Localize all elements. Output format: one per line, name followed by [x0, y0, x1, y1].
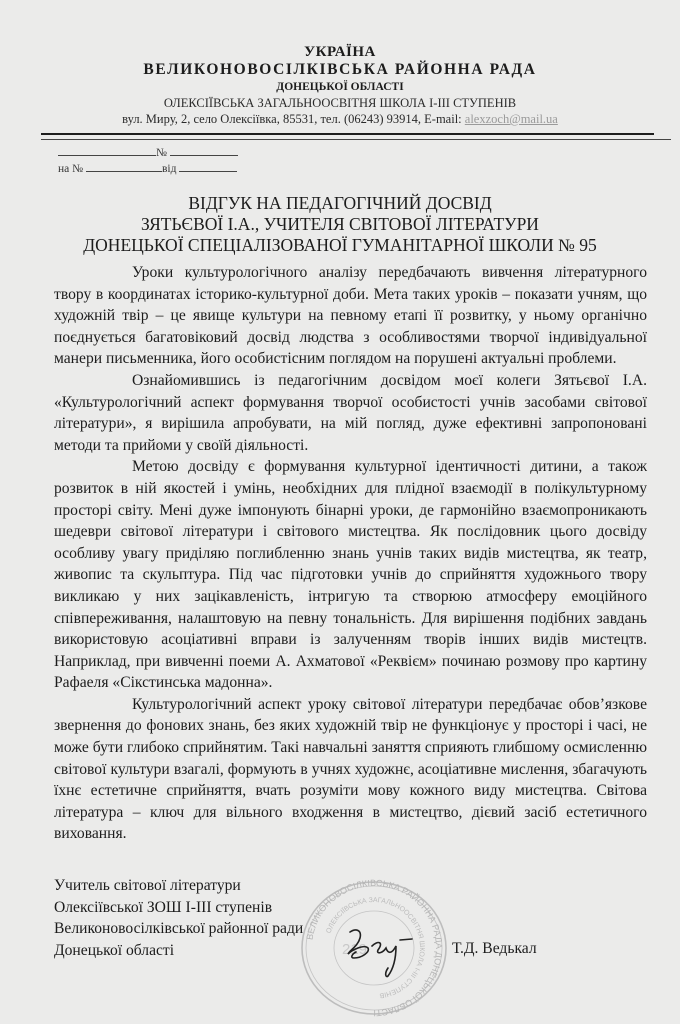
outgoing-number-field — [58, 145, 238, 159]
date-blank — [58, 145, 156, 156]
from-label: від — [161, 163, 177, 175]
handwritten-signature — [342, 920, 422, 980]
stamp-inner-text: ОЛЕКСІЇВСЬКА ЗАГАЛЬНООСВІТНЯ ШКОЛА І-ІІІ СТУПЕНІВ — [325, 896, 426, 999]
letterhead-rule-thick — [41, 133, 654, 135]
address-text: вул. Миру, 2, село Олексіївка, 85531, тел. (06243) 93914, E-mail: — [122, 112, 465, 126]
title-line-2: ЗЯТЬЄВОЇ І.А., УЧИТЕЛЯ СВІТОВОЇ ЛІТЕРАТУРИ — [141, 214, 539, 234]
signer-council: Великоновосілківської районної ради — [54, 920, 304, 938]
signer-school: Олексіївської ЗОШ І-ІІІ ступенів — [54, 898, 273, 916]
number-sign: № — [156, 147, 167, 159]
paragraph: Метою досвіду є формування культурної ідентичності дитини, а також розвиток в ній якостей і умінь, необхідних для плідної взаємодії в полікультурному просторі світу. Мені дуже імпонують бінарні уроки, де гармонійно взаємопроникають шедеври світової літератури і світового мистецтва. Як послідовник цього досвіду особливу увагу приділяю поглибленню знань учнів таких видів мистецтва, як театр, живопис та скульптура. Під час підготовки учнів до сприйняття художнього твору викликаю у них зацікавленість, інтригую та створюю атмосферу емоційного співпереживання, налаштовую на певну тональність. Для вирішення подібних завдань використовую асоціативні вправи із залученням творів інших видів мистецтв. Наприклад, при вивченні поеми А. Ахматової «Реквієм» починаю розмову про картину Рафаеля «Сікстинська мадонна». — [54, 458, 647, 692]
paragraph: Уроки культурологічного аналізу передбачають вивчення літературного твору в координатах історико-культурної доби. Мета таких уроків – показати учням, що художній твір – це явище культури на певному етапі її розвитку, у ньому органічно поєднується багатовіковий досвід людства з особливостями творчої індивідуальної манери письменника, його особистісним поглядом на порушені актуальні проблеми. — [54, 264, 647, 368]
reply-date-blank — [179, 161, 237, 172]
document-body — [54, 262, 647, 845]
number-blank — [170, 145, 238, 156]
stamp-code: 219 — [342, 941, 368, 958]
title-line-1: ВІДГУК НА ПЕДАГОГІЧНИЙ ДОСВІД — [188, 193, 492, 213]
paragraph: Культурологічний аспект уроку світової літератури передбачає обов’язкове звернення до фонових знань, без яких художній твір не функціонує у просторі і часі, не може бути глибоко сприйнятим. Такі навчальні заняття сприяють глибшому осмисленню світової культури взагалі, формують в учнях художнє, асоціативне мислення, збагачують їхнє естетичне сприйняття, вчать розуміти мову кожного виду мистецтва. Світова література – ключ для вільного входження в мистецтво, дієвий засіб естетичного виховання. — [54, 695, 647, 843]
reply-reference-field — [58, 161, 237, 175]
reply-prefix: на № — [58, 163, 84, 175]
letterhead-rule-thin — [41, 139, 671, 140]
signer-name: Т.Д. Ведькал — [452, 940, 537, 957]
letterhead-council: ВЕЛИКОНОВОСІЛКІВСЬКА РАЙОННА РАДА — [143, 61, 537, 78]
paragraph: Ознайомившись із педагогічним досвідом моєї колеги Зятьєвої І.А. «Культурологічний аспект формування творчої особистості учнів засобами світової літератури», я вирішила апробувати, на мій погляд, дуже ефективні запропоновані методи та прийоми у своїй діяльності. — [54, 371, 647, 454]
letterhead-school: ОЛЕКСІЇВСЬКА ЗАГАЛЬНООСВІТНЯ ШКОЛА І-ІІІ СТУПЕНІВ — [163, 96, 517, 110]
stamp-outer-text: ВЕЛИКОНОВОСІЛКІВСЬКА РАЙОННА РАДА ДОНЕЦЬКОЇ ОБЛАСТІ — [304, 878, 445, 1018]
signer-region: Донецької області — [54, 941, 175, 959]
title-line-3: ДОНЕЦЬКОЇ СПЕЦІАЛІЗОВАНОЇ ГУМАНІТАРНОЇ ШКОЛИ № 95 — [83, 235, 597, 255]
document-title — [0, 193, 680, 256]
letterhead-address — [0, 112, 680, 127]
letterhead-region: ДОНЕЦЬКОЇ ОБЛАСТІ — [276, 81, 404, 93]
letterhead-country: УКРАЇНА — [304, 44, 376, 60]
reply-number-blank — [86, 161, 162, 172]
signer-position: Учитель світової літератури — [54, 877, 241, 894]
email-link[interactable]: alexzoch@mail.ua — [464, 112, 558, 126]
signature-block — [54, 875, 303, 961]
